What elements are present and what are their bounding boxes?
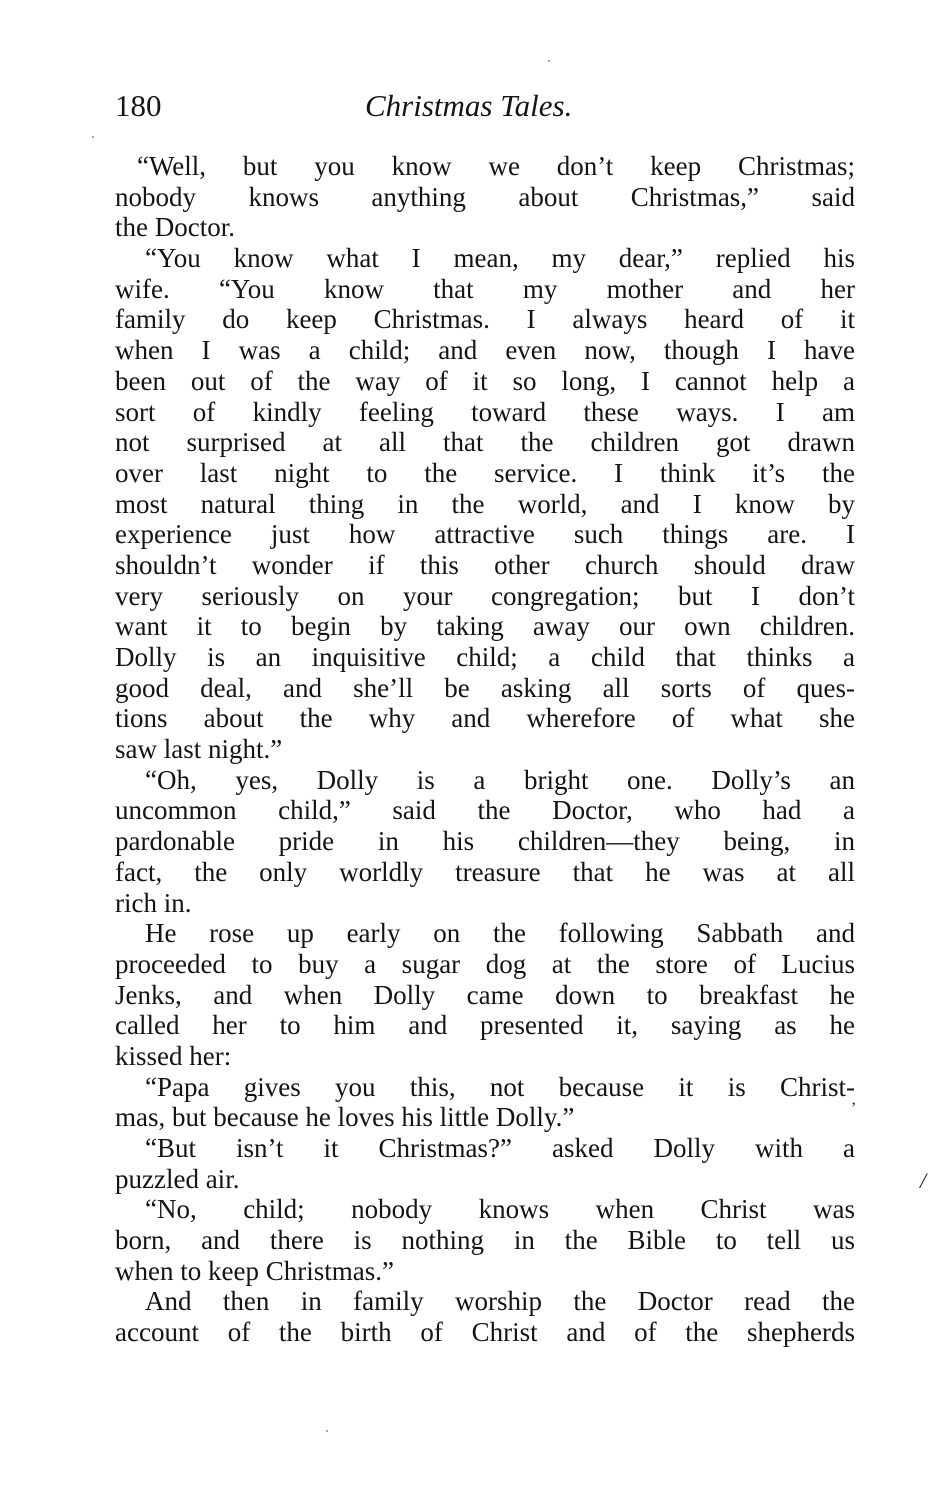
text-line: He rose up early on the following Sabbath and xyxy=(145,918,855,949)
text-line: “You know what I mean, my dear,” replied his xyxy=(145,243,855,274)
text-line: good deal, and she’ll be asking all sorts of ques- xyxy=(115,672,855,703)
text-line: want it to begin by taking away our own children. xyxy=(115,611,855,642)
text-line: over last night to the service. I think it’s the xyxy=(115,457,855,488)
text-line: proceeded to buy a sugar dog at the store of Lucius xyxy=(115,948,855,979)
body-text xyxy=(115,151,855,1348)
scan-speck xyxy=(326,1430,328,1432)
text-line: when to keep Christmas.” xyxy=(115,1255,394,1286)
text-line: And then in family worship the Doctor read the xyxy=(145,1286,855,1317)
text-line: nobody knows anything about Christmas,” said xyxy=(115,181,855,212)
text-line: “Well, but you know we don’t keep Christmas; xyxy=(137,151,855,181)
text-line: been out of the way of it so long, I cannot help a xyxy=(115,365,855,396)
text-line: born, and there is nothing in the Bible to tell us xyxy=(115,1225,855,1256)
text-line: not surprised at all that the children got drawn xyxy=(115,427,855,458)
page-number: 180 xyxy=(115,88,162,123)
text-line: “But isn’t it Christmas?” asked Dolly with a xyxy=(145,1133,855,1163)
text-line: wife. “You know that my mother and her xyxy=(115,273,855,304)
text-line: sort of kindly feeling toward these ways. I am xyxy=(115,396,855,427)
text-line: uncommon child,” said the Doctor, who had a xyxy=(115,795,855,826)
text-line: puzzled air. xyxy=(115,1163,240,1194)
running-title: Christmas Tales. xyxy=(365,88,573,123)
text-line: “Oh, yes, Dolly is a bright one. Dolly’s an xyxy=(145,764,855,795)
text-line: “Papa gives you this, not because it is Christ- xyxy=(145,1071,855,1102)
text-line: very seriously on your congregation; but I don’t xyxy=(115,580,855,611)
text-line: most natural thing in the world, and I know by xyxy=(115,488,855,519)
text-line: mas, but because he loves his little Dolly.” xyxy=(115,1102,575,1133)
text-line: when I was a child; and even now, though I have xyxy=(115,335,855,366)
page-header xyxy=(115,86,855,132)
text-line: called her to him and presented it, saying as he xyxy=(115,1010,855,1041)
text-line: Dolly is an inquisitive child; a child that thinks a xyxy=(115,642,855,672)
text-line: rich in. xyxy=(115,887,192,918)
text-line: tions about the why and wherefore of what she xyxy=(115,703,855,734)
text-line: fact, the only worldly treasure that he was at all xyxy=(115,856,855,887)
stray-print-mark: / xyxy=(920,1168,927,1193)
text-line: experience just how attractive such things are. I xyxy=(115,519,855,550)
scan-speck xyxy=(548,60,550,62)
scan-speck xyxy=(92,136,94,138)
text-line: kissed her: xyxy=(115,1040,232,1071)
text-line: shouldn’t wonder if this other church should draw xyxy=(115,549,855,580)
text-line: pardonable pride in his children—they being, in xyxy=(115,826,855,857)
text-line: saw last night.” xyxy=(115,734,283,765)
text-line: family do keep Christmas. I always heard of it xyxy=(115,304,855,335)
text-line: the Doctor. xyxy=(115,212,235,243)
text-line: Jenks, and when Dolly came down to breakfast he xyxy=(115,979,855,1010)
text-line: “No, child; nobody knows when Christ was xyxy=(145,1194,855,1225)
stray-print-mark: ’ xyxy=(851,1100,857,1117)
text-line: account of the birth of Christ and of the shepherds xyxy=(115,1317,855,1348)
